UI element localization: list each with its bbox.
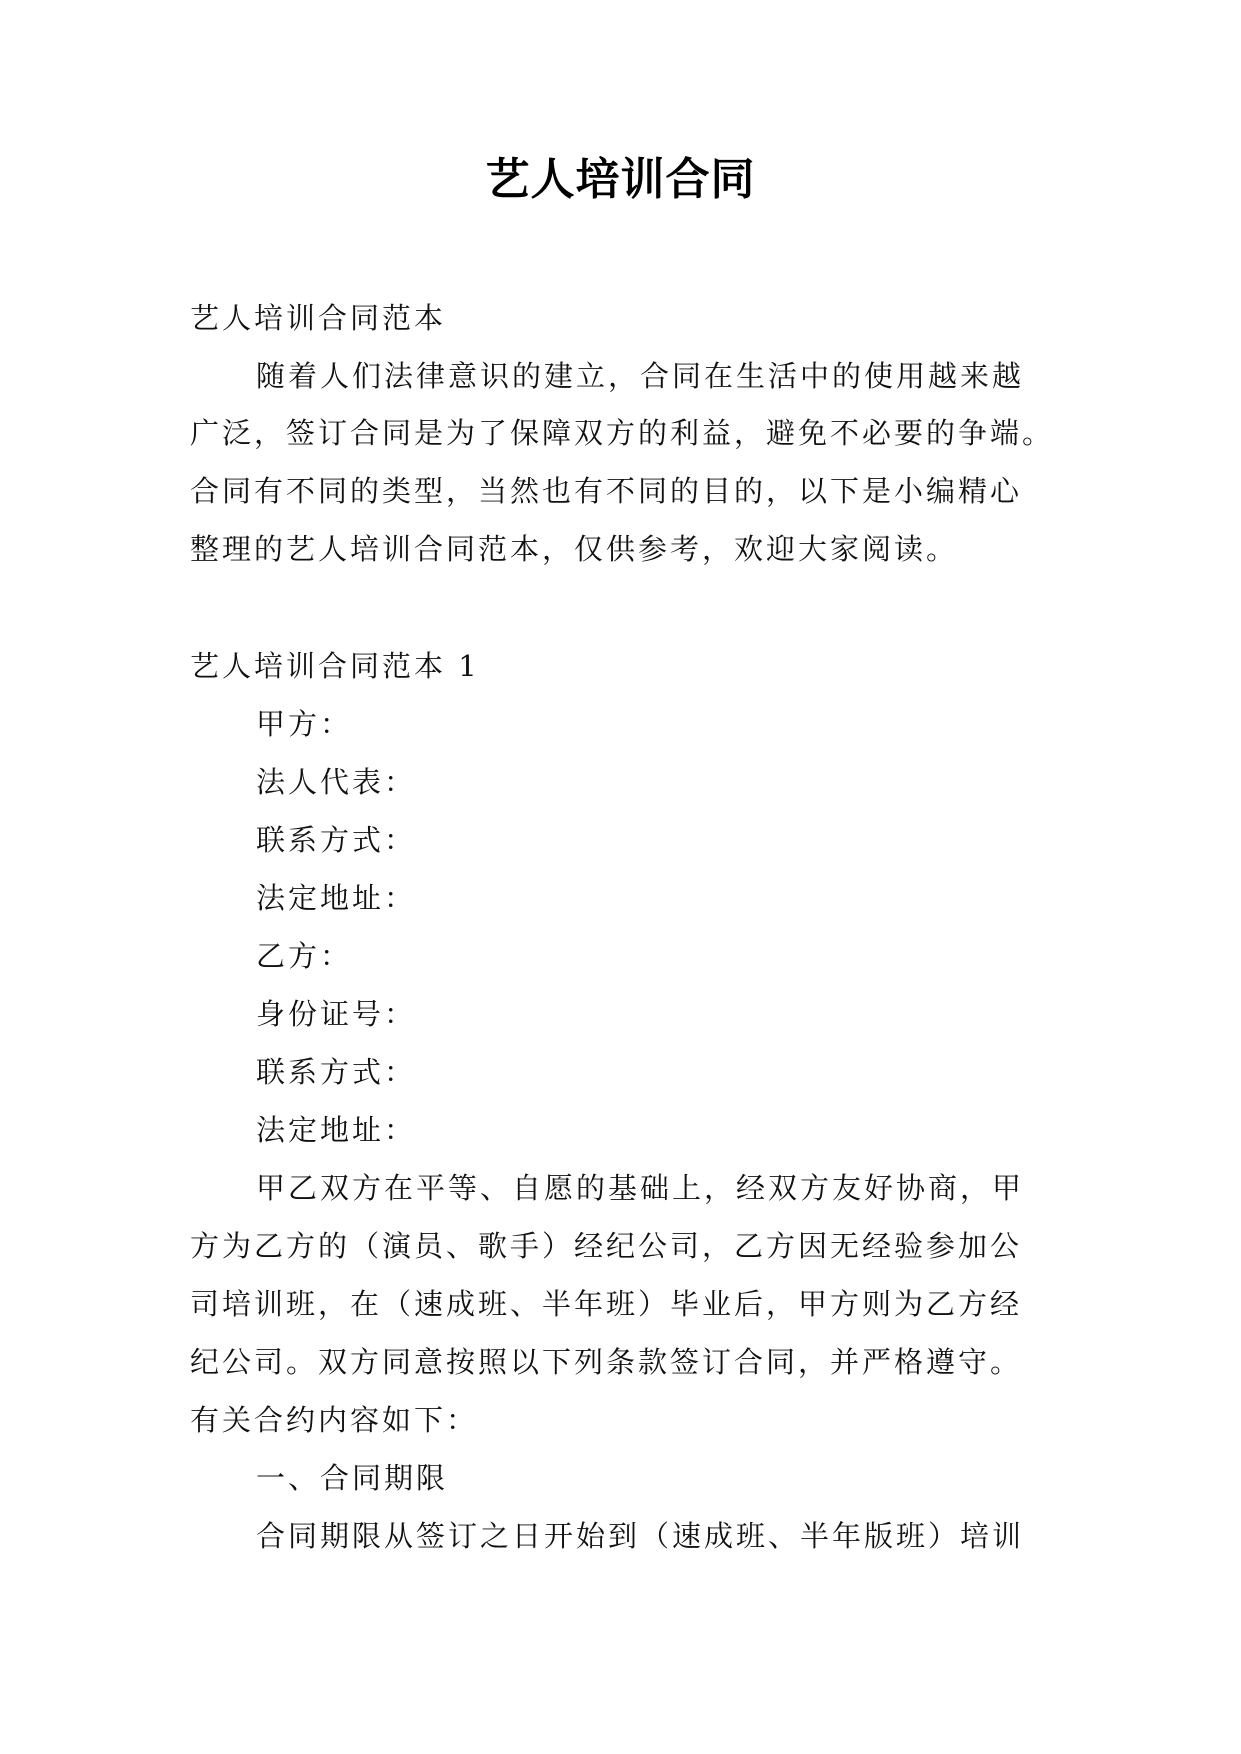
field-contact-b: 联系方式： [256, 1055, 417, 1089]
field-contact-a: 联系方式： [256, 823, 417, 857]
agreement-paragraph-line: 方为乙方的（演员、歌手）经纪公司，乙方因无经验参加公 [190, 1229, 1023, 1263]
field-party-a: 甲方： [256, 707, 353, 741]
intro-paragraph-line: 随着人们法律意识的建立，合同在生活中的使用越来越 [256, 359, 1025, 393]
document-title: 艺人培训合同 [485, 154, 756, 205]
field-legal-representative: 法人代表： [256, 765, 417, 799]
field-legal-address-b: 法定地址： [256, 1113, 417, 1147]
clause-heading-term: 一、合同期限 [256, 1461, 449, 1495]
section-heading-sample: 艺人培训合同范本 [190, 301, 447, 335]
agreement-paragraph-line: 甲乙双方在平等、自愿的基础上，经双方友好协商，甲 [256, 1171, 1025, 1205]
section-heading-sample-1: 艺人培训合同范本 1 [190, 649, 480, 683]
field-id-number: 身份证号： [256, 997, 417, 1031]
clause-term-paragraph-line: 合同期限从签订之日开始到（速成班、半年版班）培训 [256, 1519, 1025, 1553]
field-legal-address-a: 法定地址： [256, 881, 417, 915]
agreement-paragraph-line: 司培训班，在（速成班、半年班）毕业后，甲方则为乙方经 [190, 1287, 1023, 1321]
field-party-b: 乙方： [256, 939, 353, 973]
agreement-paragraph-line: 有关合约内容如下： [190, 1403, 479, 1437]
intro-paragraph-line: 合同有不同的类型，当然也有不同的目的，以下是小编精心 [190, 474, 1023, 508]
intro-paragraph-line: 整理的艺人培训合同范本，仅供参考，欢迎大家阅读。 [190, 532, 959, 566]
intro-paragraph-line: 广泛，签订合同是为了保障双方的利益，避免不必要的争端。 [190, 416, 1055, 450]
agreement-paragraph-line: 纪公司。双方同意按照以下列条款签订合同，并严格遵守。 [190, 1345, 1023, 1379]
